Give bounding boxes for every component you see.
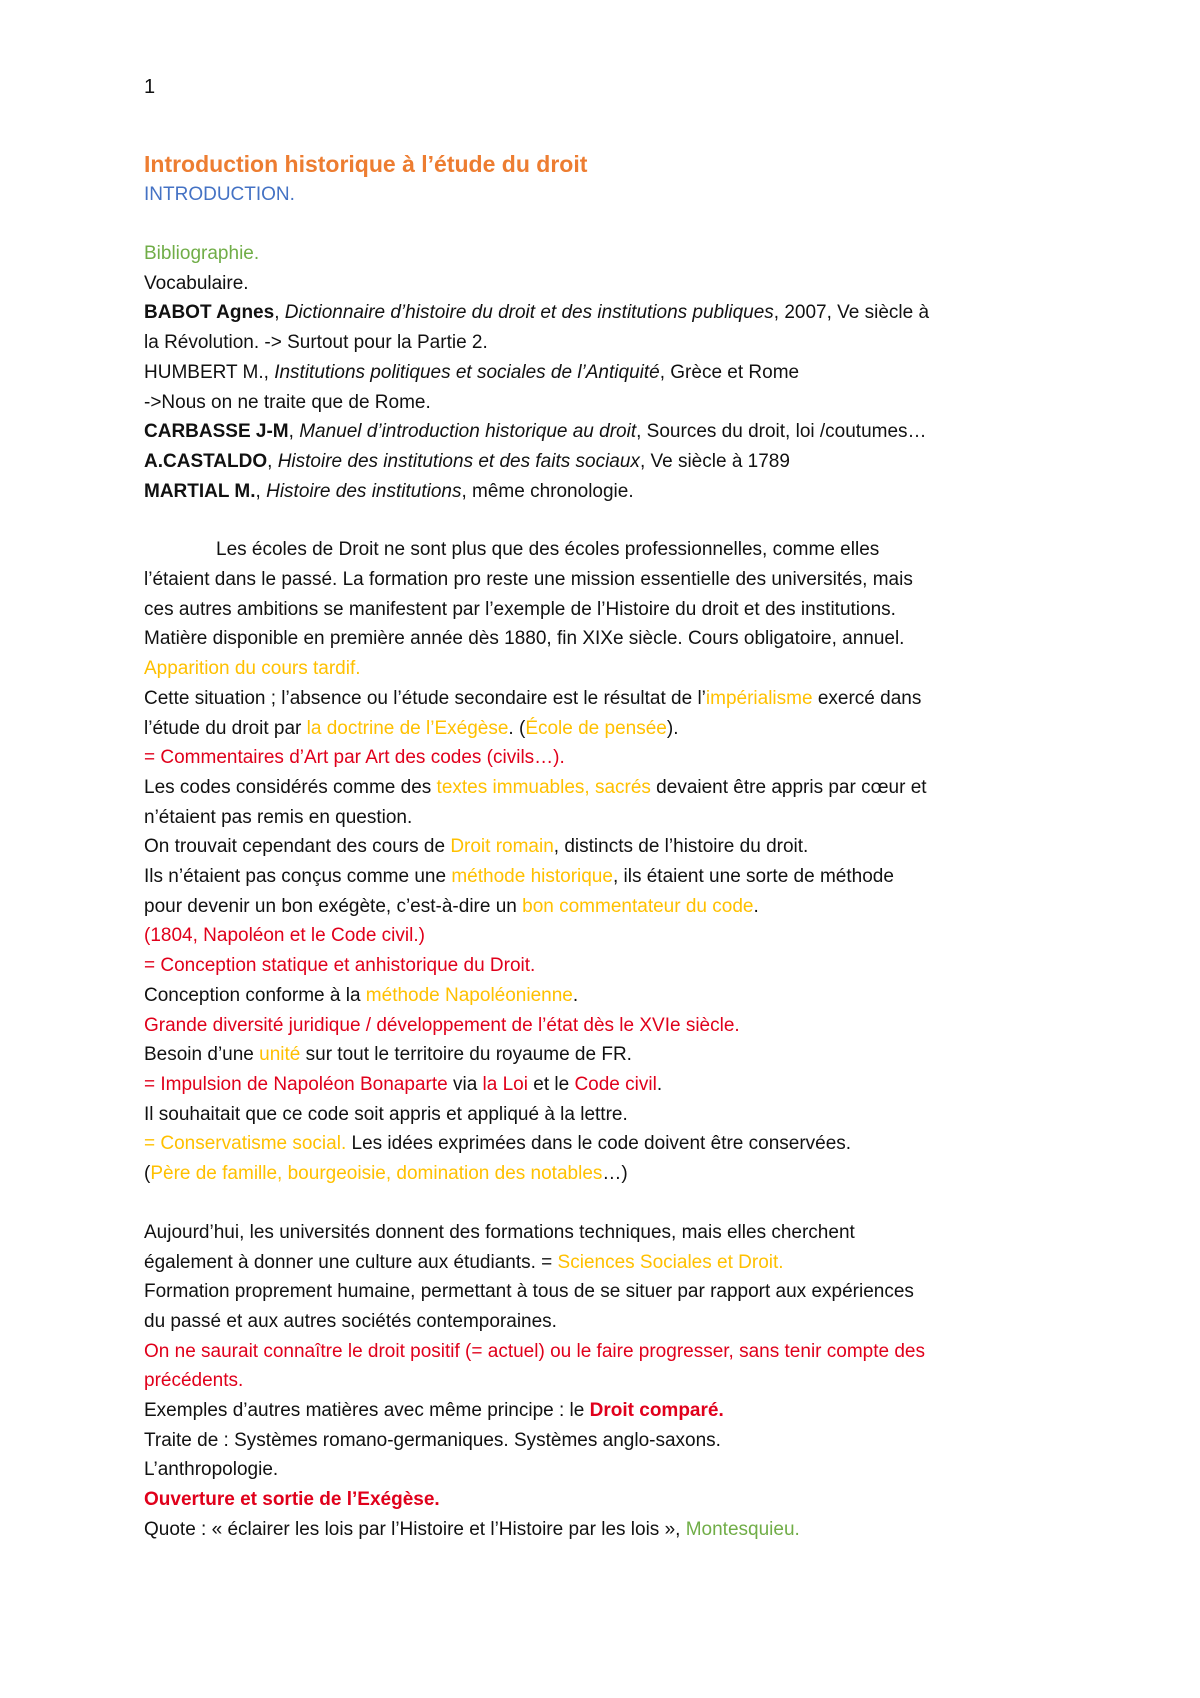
paragraph-line: Les codes considérés comme des textes immuables, sacrés devaient être appris par cœur et — [144, 776, 927, 798]
highlight-term: École de pensée — [525, 717, 667, 739]
paragraph-line: Ils n’étaient pas conçus comme une méthode historique, ils étaient une sorte de méthode — [144, 866, 894, 888]
highlight-term: Droit comparé. — [589, 1400, 724, 1422]
bibliography-entry-continued: la Révolution. -> Surtout pour la Partie 2. — [144, 332, 488, 354]
paragraph-line: Aujourd’hui, les universités donnent des formations techniques, mais elles cherchent — [144, 1221, 855, 1243]
highlight-term: Droit romain — [450, 836, 554, 858]
paragraph-line: On trouvait cependant des cours de Droit romain, distincts de l’histoire du droit. — [144, 836, 809, 858]
bibliography-entry: CARBASSE J-M, Manuel d’introduction historique au droit, Sources du droit, loi /coutumes… — [144, 421, 927, 443]
paragraph-line: Il souhaitait que ce code soit appris et appliqué à la lettre. — [144, 1103, 628, 1125]
paragraph-line: n’étaient pas remis en question. — [144, 806, 413, 828]
spacer — [144, 1189, 1064, 1218]
highlight-term: méthode Napoléonienne — [365, 984, 573, 1006]
section-heading: INTRODUCTION. — [144, 184, 295, 205]
paragraph-line: Traite de : Systèmes romano-germaniques. Systèmes anglo-saxons. — [144, 1429, 721, 1451]
document-content — [144, 148, 1064, 1545]
paragraph-line: L’anthropologie. — [144, 1459, 279, 1481]
spacer — [144, 210, 1064, 239]
highlight-line: Grande diversité juridique / développement de l’état dès le XVIe siècle. — [144, 1014, 740, 1036]
entry-details: , même chronologie. — [461, 480, 634, 502]
highlight-term: = Conservatisme social. — [144, 1133, 347, 1155]
paragraph-line: l’étude du droit par la doctrine de l’Exégèse. (École de pensée). — [144, 717, 679, 739]
entry-details: , Ve siècle à 1789 — [639, 450, 790, 472]
document-title: Introduction historique à l’étude du droit — [144, 151, 588, 177]
highlight-line: précédents. — [144, 1370, 244, 1392]
entry-details: , Grèce et Rome — [659, 361, 800, 383]
highlight-line: (1804, Napoléon et le Code civil.) — [144, 925, 425, 947]
highlight-term: textes immuables, sacrés — [436, 776, 651, 798]
entry-title: Dictionnaire d’histoire du droit et des institutions publiques — [284, 302, 774, 324]
paragraph-line: Les écoles de Droit ne sont plus que des écoles professionnelles, comme elles — [216, 539, 880, 561]
entry-author: BABOT Agnes — [144, 302, 275, 324]
paragraph-line: Exemples d’autres matières avec même principe : le Droit comparé. — [144, 1400, 724, 1422]
paragraph-line: Matière disponible en première année dès 1880, fin XIXe siècle. Cours obligatoire, annuel. — [144, 628, 905, 650]
highlight-term: = Impulsion de Napoléon Bonaparte — [144, 1073, 448, 1095]
bibliography-entry: BABOT Agnes, Dictionnaire d’histoire du droit et des institutions publiques, 2007, Ve siècle à — [144, 302, 930, 324]
highlight-term: unité — [259, 1044, 301, 1066]
paragraph-line: Cette situation ; l’absence ou l’étude secondaire est le résultat de l’impérialisme exercé dans — [144, 687, 922, 709]
entry-title: Histoire des institutions et des faits sociaux — [277, 450, 640, 472]
bibliography-entry: MARTIAL M., Histoire des institutions, même chronologie. — [144, 480, 634, 502]
paragraph-line: (Père de famille, bourgeoisie, domination des notables…) — [144, 1163, 628, 1185]
paragraph-line: Quote : « éclairer les lois par l’Histoire et l’Histoire par les lois », Montesquieu. — [144, 1518, 800, 1540]
highlight-term: Sciences Sociales et Droit. — [557, 1251, 784, 1273]
paragraph-line: pour devenir un bon exégète, c’est-à-dire un bon commentateur du code. — [144, 895, 759, 917]
paragraph-line: Formation proprement humaine, permettant à tous de se situer par rapport aux expériences — [144, 1281, 914, 1303]
highlight-line: = Conception statique et anhistorique du Droit. — [144, 955, 536, 977]
entry-author: CARBASSE J-M — [144, 421, 289, 443]
highlight-term: la doctrine de l’Exégèse — [306, 717, 509, 739]
bibliography-entry-continued: ->Nous on ne traite que de Rome. — [144, 391, 431, 413]
entry-details: , Sources du droit, loi /coutumes… — [636, 421, 927, 443]
highlight-line: Apparition du cours tardif. — [144, 658, 361, 680]
bibliography-entry: A.CASTALDO, Histoire des institutions et des faits sociaux, Ve siècle à 1789 — [144, 450, 790, 472]
highlight-line: On ne saurait connaître le droit positif (= actuel) ou le faire progresser, sans tenir compte des — [144, 1340, 925, 1362]
vocabulary-label: Vocabulaire. — [144, 272, 249, 294]
highlight-term: méthode historique — [451, 866, 613, 888]
entry-author: A.CASTALDO — [144, 450, 268, 472]
highlight-term: impérialisme — [705, 687, 813, 709]
paragraph-line: du passé et aux autres sociétés contemporaines. — [144, 1310, 557, 1332]
paragraph-line: également à donner une culture aux étudiants. = Sciences Sociales et Droit. — [144, 1251, 784, 1273]
highlight-term: la Loi — [482, 1073, 528, 1095]
entry-author: MARTIAL M. — [144, 480, 256, 502]
paragraph-line: = Conservatisme social. Les idées exprimées dans le code doivent être conservées. — [144, 1133, 852, 1155]
bibliography-heading: Bibliographie. — [144, 243, 260, 264]
highlight-term: Montesquieu. — [685, 1518, 800, 1540]
paragraph-line: l’étaient dans le passé. La formation pro reste une mission essentielle des universités, mais — [144, 569, 913, 591]
paragraph-line: Conception conforme à la méthode Napoléonienne. — [144, 984, 579, 1006]
bibliography-entry: HUMBERT M., Institutions politiques et sociales de l’Antiquité, Grèce et Rome — [144, 361, 800, 383]
entry-title: Histoire des institutions — [266, 480, 462, 502]
highlight-term: Code civil — [574, 1073, 657, 1095]
highlight-line: = Commentaires d’Art par Art des codes (civils…). — [144, 747, 565, 769]
spacer — [144, 506, 1064, 535]
entry-title: Manuel d’introduction historique au droit — [299, 421, 637, 443]
entry-author: HUMBERT M. — [144, 361, 264, 383]
paragraph-line: ces autres ambitions se manifestent par l’exemple de l’Histoire du droit et des institutions. — [144, 598, 896, 620]
highlight-term: Père de famille, bourgeoisie, domination des notables — [150, 1163, 603, 1185]
highlight-term: bon commentateur du code — [522, 895, 754, 917]
paragraph-line: Besoin d’une unité sur tout le territoire du royaume de FR. — [144, 1044, 632, 1066]
entry-details: , 2007, Ve siècle à — [773, 302, 930, 324]
page-number: 1 — [144, 76, 156, 98]
paragraph-line: = Impulsion de Napoléon Bonaparte via la Loi et le Code civil. — [144, 1073, 663, 1095]
highlight-line: Ouverture et sortie de l’Exégèse. — [144, 1489, 440, 1511]
entry-title: Institutions politiques et sociales de l’Antiquité — [274, 361, 660, 383]
